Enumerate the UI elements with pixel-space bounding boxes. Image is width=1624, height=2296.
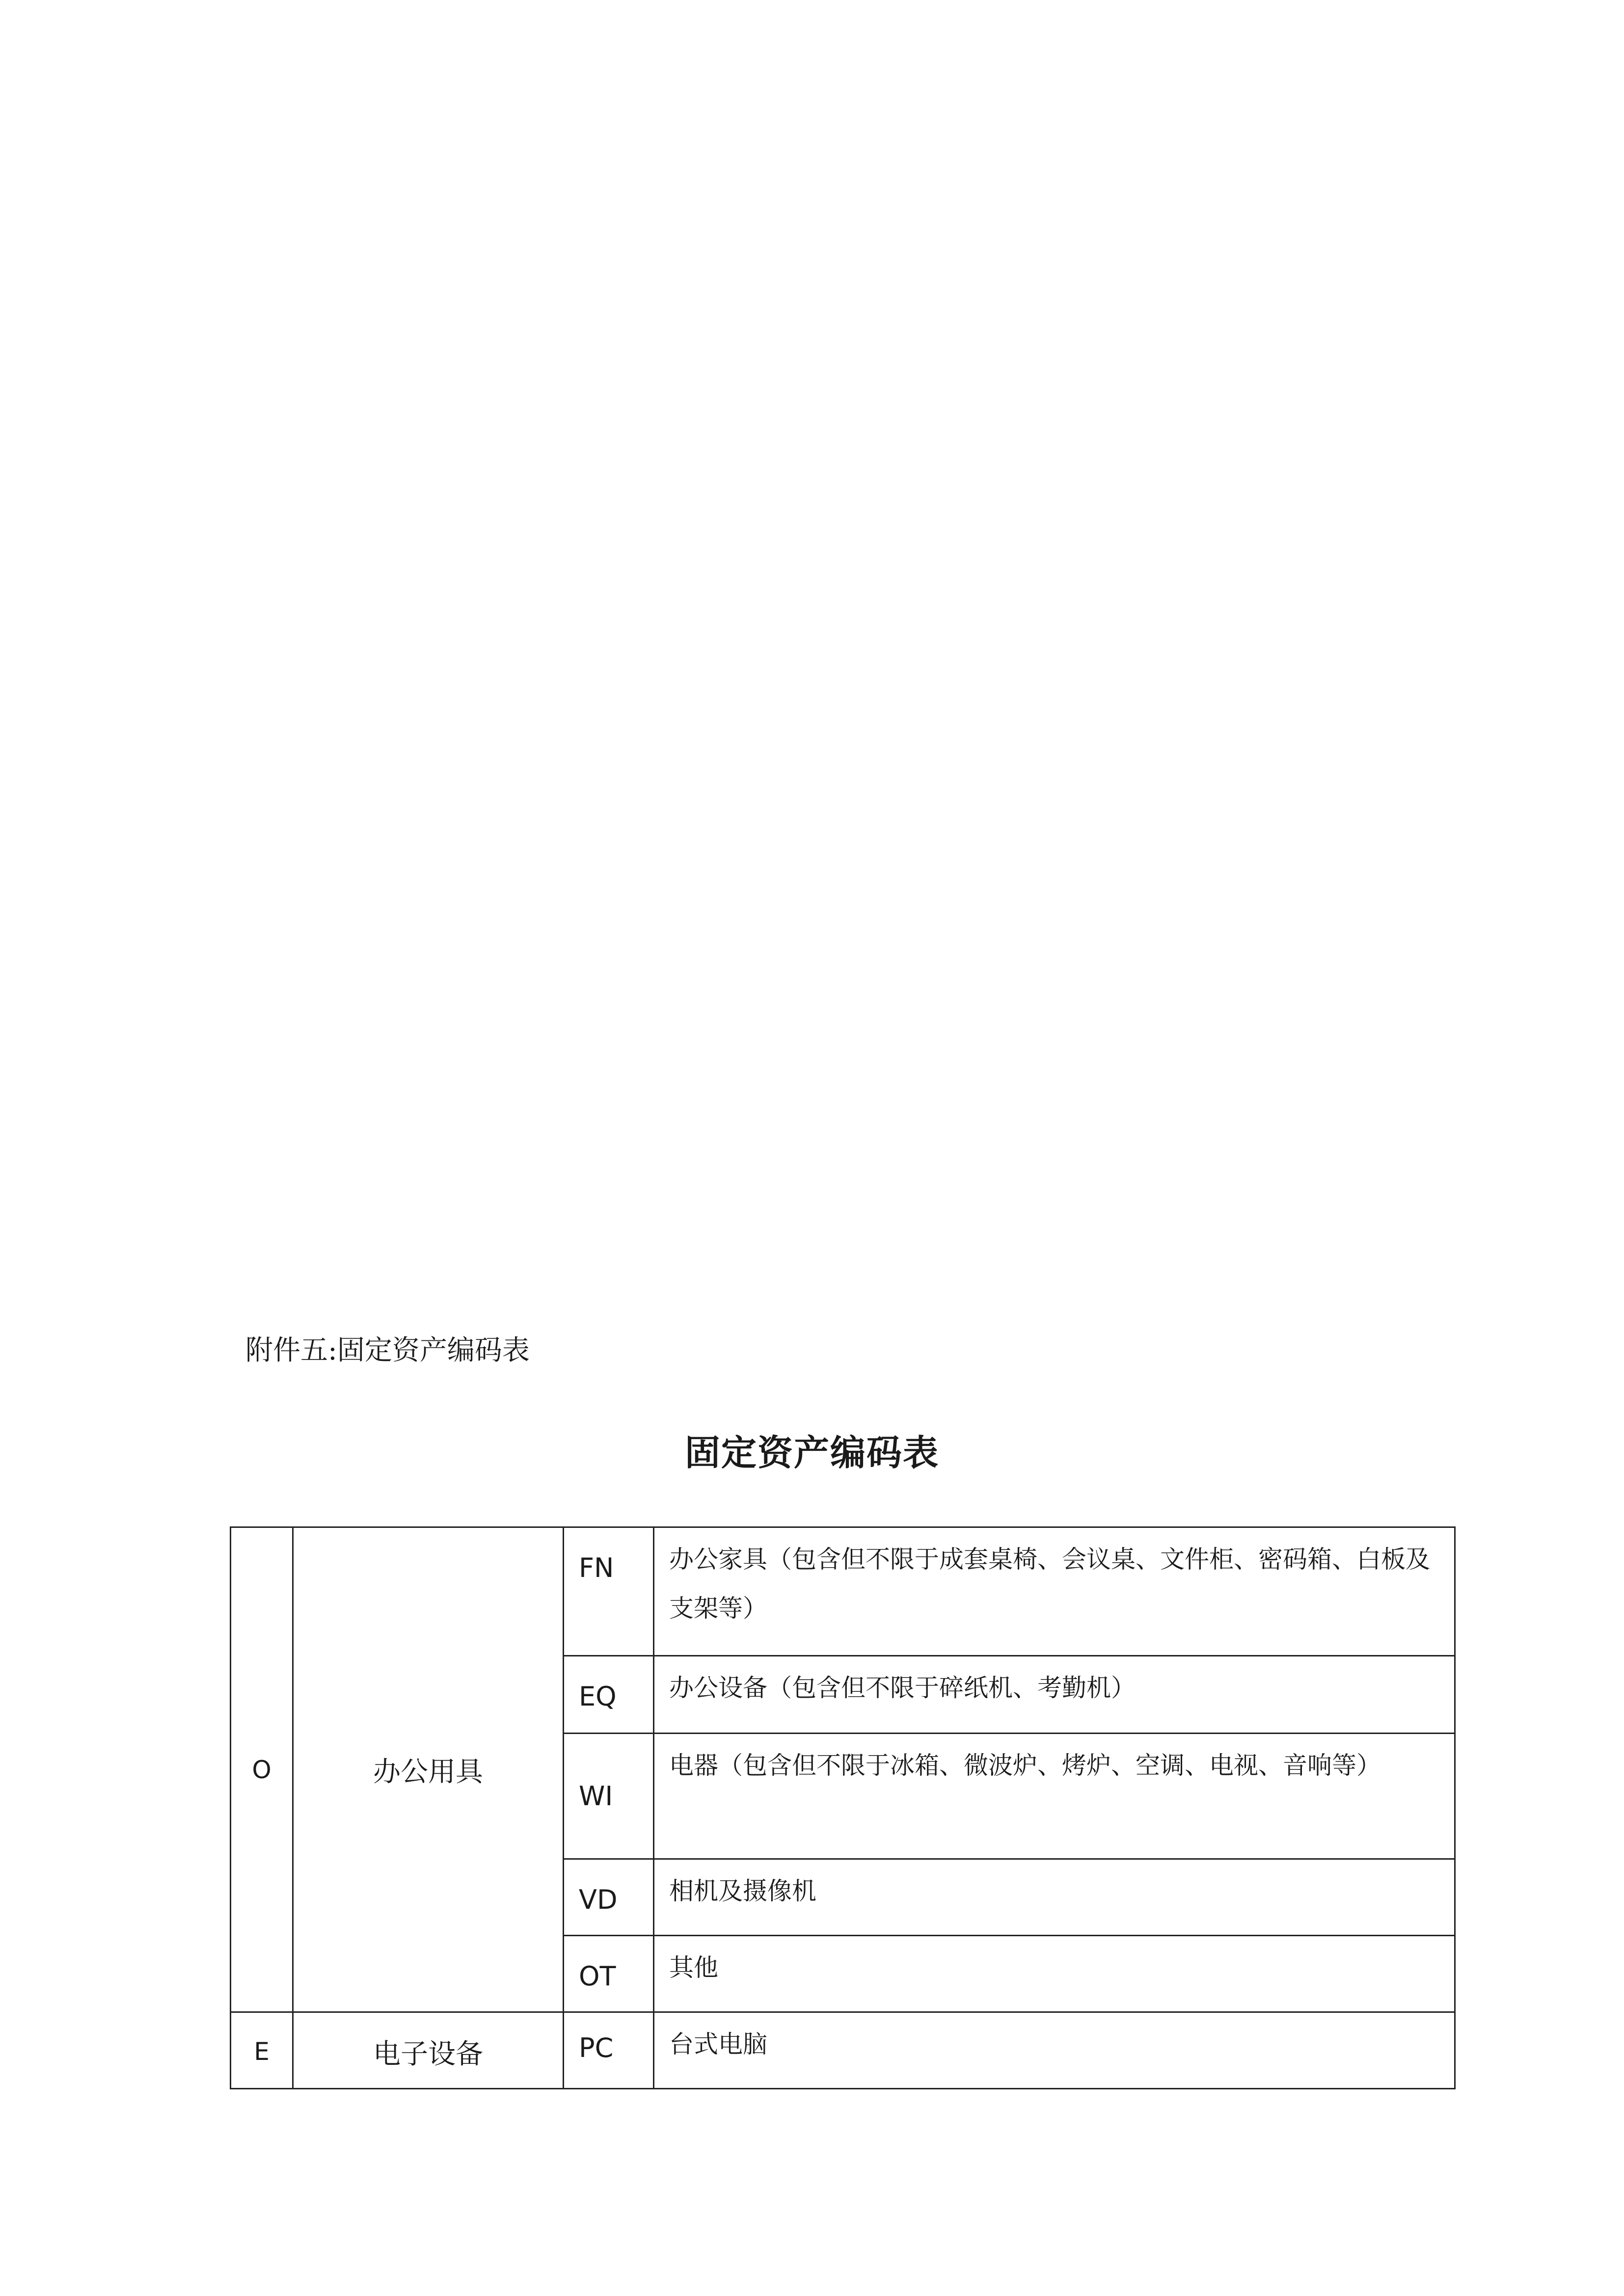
category-name-cell: 办公用具 [293, 1527, 564, 2012]
subcategory-description-cell: 相机及摄像机 [654, 1859, 1455, 1936]
page-title: 固定资产编码表 [684, 1432, 939, 1473]
attachment-label: 附件五:固定资产编码表 [245, 1335, 530, 1366]
subcategory-description-cell: 台式电脑 [654, 2012, 1455, 2089]
subcategory-description-cell: 其他 [654, 1936, 1455, 2012]
table-row [231, 2012, 1455, 2089]
subcategory-code-cell: VD [564, 1859, 654, 1936]
category-name-cell: 电子设备 [293, 2012, 564, 2089]
subcategory-code-cell: EQ [564, 1656, 654, 1734]
asset-code-table [230, 1526, 1456, 2089]
subcategory-description-cell: 办公设备（包含但不限于碎纸机、考勤机） [654, 1656, 1455, 1734]
category-code-cell: E [231, 2012, 293, 2089]
subcategory-code-cell: OT [564, 1936, 654, 2012]
subcategory-code-cell: FN [564, 1527, 654, 1656]
subcategory-description-cell: 办公家具（包含但不限于成套桌椅、会议桌、文件柜、密码箱、白板及支架等） [654, 1527, 1455, 1656]
subcategory-code-cell: WI [564, 1734, 654, 1859]
subcategory-description-cell: 电器（包含但不限于冰箱、微波炉、烤炉、空调、电视、音响等） [654, 1734, 1455, 1859]
category-code-cell: O [231, 1527, 293, 2012]
subcategory-code-cell: PC [564, 2012, 654, 2089]
table-row [231, 1527, 1455, 1656]
